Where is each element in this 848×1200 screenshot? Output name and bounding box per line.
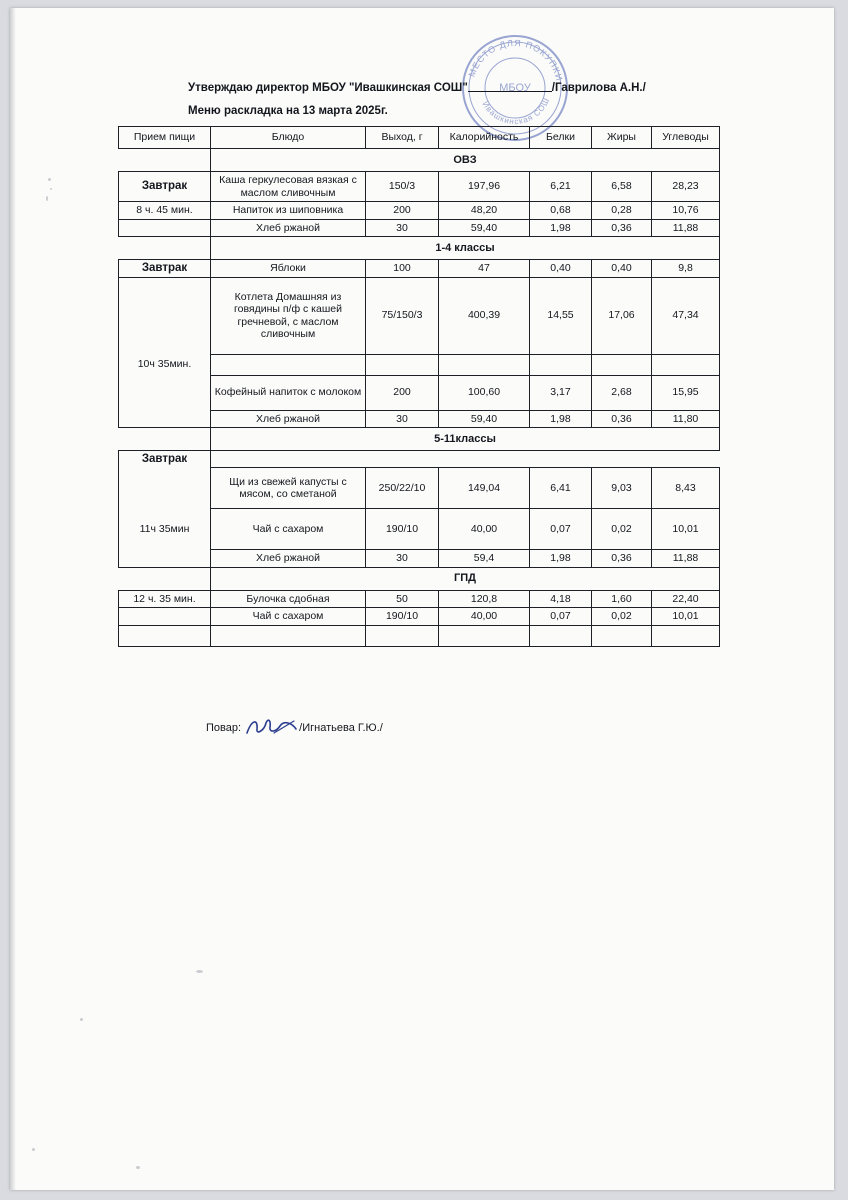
dish-calories: 197,96 [439, 172, 530, 202]
section-title-grades-5-11: 5-11классы [211, 428, 720, 451]
dish-calories: 40,00 [439, 509, 530, 550]
dish-fat: 0,36 [592, 219, 652, 237]
approval-text: Утверждаю директор МБОУ "Ивашкинская СОШ" [188, 82, 468, 94]
dish-output: 50 [366, 590, 439, 608]
fat-cell-blank [592, 451, 652, 468]
dish-fat: 0,02 [592, 608, 652, 626]
dish-fat: 2,68 [592, 375, 652, 410]
dish-fat [592, 625, 652, 646]
dish-protein [530, 625, 592, 646]
scan-speck [136, 1166, 140, 1169]
meal-cell-empty [119, 375, 211, 410]
table-row [119, 509, 720, 550]
menu-document [10, 8, 834, 768]
calories-cell-blank [439, 451, 530, 468]
section-title-row [119, 428, 720, 451]
dish-fat: 6,58 [592, 172, 652, 202]
svg-text:МЕСТО ДЛЯ ПОКУПКИ: МЕСТО ДЛЯ ПОКУПКИ [466, 37, 565, 83]
dish-carbs: 28,23 [652, 172, 720, 202]
dish-calories: 59,40 [439, 219, 530, 237]
dish-calories [439, 625, 530, 646]
dish-output: 200 [366, 375, 439, 410]
table-row [119, 608, 720, 626]
signature-underline [468, 80, 552, 92]
meal-time-ovz: 8 ч. 45 мин. [119, 202, 211, 220]
dish-calories: 400,39 [439, 277, 530, 354]
menu-date-line: Меню раскладка на 13 марта 2025г. [188, 105, 388, 117]
dish-output [366, 625, 439, 646]
carbs-cell-blank [652, 451, 720, 468]
dish-carbs: 22,40 [652, 590, 720, 608]
col-header-calories: Калорийность [439, 127, 530, 149]
dish-calories [439, 354, 530, 375]
meal-cell-empty [119, 550, 211, 568]
menu-table-body [119, 127, 720, 647]
table-row [119, 354, 720, 375]
meal-label-ovz: Завтрак [119, 172, 211, 202]
section-title-grades-1-4: 1-4 классы [211, 237, 720, 260]
meal-time-gpd: 12 ч. 35 мин. [119, 590, 211, 608]
meal-cell-empty [119, 625, 211, 646]
table-row [119, 277, 720, 354]
dish-name: Чай с сахаром [211, 509, 366, 550]
cook-name: /Игнатьева Г.Ю./ [299, 722, 383, 734]
table-row [119, 410, 720, 428]
col-header-protein: Белки [530, 127, 592, 149]
table-row [119, 375, 720, 410]
menu-table [118, 126, 720, 647]
dish-carbs: 11,88 [652, 550, 720, 568]
dish-output: 30 [366, 410, 439, 428]
col-header-output: Выход, г [366, 127, 439, 149]
dish-carbs: 11,88 [652, 219, 720, 237]
dish-fat: 0,40 [592, 260, 652, 278]
dish-carbs: 47,34 [652, 277, 720, 354]
dish-output: 190/10 [366, 608, 439, 626]
dish-protein: 1,98 [530, 219, 592, 237]
dish-name: Каша геркулесовая вязкая с маслом сливочным [211, 172, 366, 202]
meal-time-grades-5-11: 11ч 35мин [119, 509, 211, 550]
scanned-page [10, 8, 834, 1190]
dish-protein: 0,68 [530, 202, 592, 220]
dish-output: 250/22/10 [366, 468, 439, 509]
dish-calories: 48,20 [439, 202, 530, 220]
dish-name: Булочка сдобная [211, 590, 366, 608]
dish-output: 75/150/3 [366, 277, 439, 354]
dish-calories: 40,00 [439, 608, 530, 626]
table-row [119, 590, 720, 608]
dish-output: 190/10 [366, 509, 439, 550]
section-title-row [119, 237, 720, 260]
dish-protein: 1,98 [530, 550, 592, 568]
dish-fat [592, 354, 652, 375]
dish-name: Хлеб ржаной [211, 219, 366, 237]
dish-calories: 59,40 [439, 410, 530, 428]
dish-calories: 149,04 [439, 468, 530, 509]
dish-fat: 0,02 [592, 509, 652, 550]
dish-fat: 0,28 [592, 202, 652, 220]
meal-cell-empty [119, 608, 211, 626]
meal-time-grades-1-4: 10ч 35мин. [119, 354, 211, 375]
section-spacer [119, 567, 211, 590]
dish-protein: 0,40 [530, 260, 592, 278]
dish-protein: 6,21 [530, 172, 592, 202]
meal-cell-empty [119, 468, 211, 509]
dish-output: 100 [366, 260, 439, 278]
dish-carbs: 8,43 [652, 468, 720, 509]
cook-label: Повар: [206, 722, 242, 734]
dish-output: 30 [366, 550, 439, 568]
dish-protein [530, 354, 592, 375]
dish-protein: 1,98 [530, 410, 592, 428]
dish-fat: 0,36 [592, 410, 652, 428]
dish-cell-blank [211, 451, 366, 468]
dish-output [366, 354, 439, 375]
col-header-meal: Прием пищи [119, 127, 211, 149]
dish-protein: 0,07 [530, 509, 592, 550]
dish-carbs: 9,8 [652, 260, 720, 278]
table-row [119, 550, 720, 568]
dish-fat: 1,60 [592, 590, 652, 608]
dish-name: Котлета Домашняя из говядины п/ф с кашей гречневой, с маслом сливочным [211, 277, 366, 354]
dish-protein: 6,41 [530, 468, 592, 509]
dish-name: Яблоки [211, 260, 366, 278]
dish-name: Щи из свежей капусты с мясом, со сметаной [211, 468, 366, 509]
document-header [188, 80, 748, 119]
scan-speck [196, 970, 203, 973]
meal-label-grades-5-11: Завтрак [119, 451, 211, 468]
section-spacer [119, 237, 211, 260]
dish-carbs: 10,01 [652, 608, 720, 626]
table-row [119, 625, 720, 646]
dish-name: Чай с сахаром [211, 608, 366, 626]
col-header-dish: Блюдо [211, 127, 366, 149]
dish-name: Хлеб ржаной [211, 410, 366, 428]
table-row [119, 219, 720, 237]
col-header-fat: Жиры [592, 127, 652, 149]
footer-signature [206, 720, 383, 734]
dish-fat: 0,36 [592, 550, 652, 568]
svg-text:МБОУ: МБОУ [499, 82, 531, 94]
dish-carbs: 15,95 [652, 375, 720, 410]
dish-protein: 0,07 [530, 608, 592, 626]
scan-speck [46, 196, 48, 201]
section-spacer [119, 428, 211, 451]
svg-text:Ивашкинская СОШ: Ивашкинская СОШ [480, 96, 552, 127]
dish-calories: 47 [439, 260, 530, 278]
output-cell-blank [366, 451, 439, 468]
approval-line [188, 80, 748, 96]
dish-calories: 120,8 [439, 590, 530, 608]
dish-protein: 14,55 [530, 277, 592, 354]
dish-fat: 9,03 [592, 468, 652, 509]
meal-cell-empty [119, 219, 211, 237]
table-row [119, 172, 720, 202]
handwritten-signature-icon [244, 720, 296, 734]
dish-output: 200 [366, 202, 439, 220]
section-spacer [119, 149, 211, 172]
dish-carbs [652, 354, 720, 375]
dish-name: Кофейный напиток с молоком [211, 375, 366, 410]
dish-calories: 100,60 [439, 375, 530, 410]
dish-name [211, 354, 366, 375]
col-header-carbs: Углеводы [652, 127, 720, 149]
table-row [119, 260, 720, 278]
dish-name [211, 625, 366, 646]
section-title-ovz: ОВЗ [211, 149, 720, 172]
approval-name: /Гаврилова А.Н./ [551, 82, 646, 94]
dish-fat: 17,06 [592, 277, 652, 354]
section-title-row [119, 149, 720, 172]
dish-name: Напиток из шиповника [211, 202, 366, 220]
table-header-row [119, 127, 720, 149]
dish-carbs: 10,01 [652, 509, 720, 550]
scan-speck [80, 1018, 83, 1021]
meal-label-grades-1-4: Завтрак [119, 260, 211, 278]
dish-output: 150/3 [366, 172, 439, 202]
dish-carbs: 11,80 [652, 410, 720, 428]
dish-protein: 3,17 [530, 375, 592, 410]
table-row [119, 451, 720, 468]
table-row [119, 468, 720, 509]
dish-protein: 4,18 [530, 590, 592, 608]
section-title-gpd: ГПД [211, 567, 720, 590]
scan-speck [48, 178, 51, 181]
scan-speck [32, 1148, 35, 1151]
dish-calories: 59,4 [439, 550, 530, 568]
dish-name: Хлеб ржаной [211, 550, 366, 568]
meal-cell-empty [119, 277, 211, 354]
dish-output: 30 [366, 219, 439, 237]
section-title-row [119, 567, 720, 590]
protein-cell-blank [530, 451, 592, 468]
scan-speck [50, 188, 52, 190]
table-row [119, 202, 720, 220]
dish-carbs [652, 625, 720, 646]
dish-carbs: 10,76 [652, 202, 720, 220]
meal-cell-empty [119, 410, 211, 428]
